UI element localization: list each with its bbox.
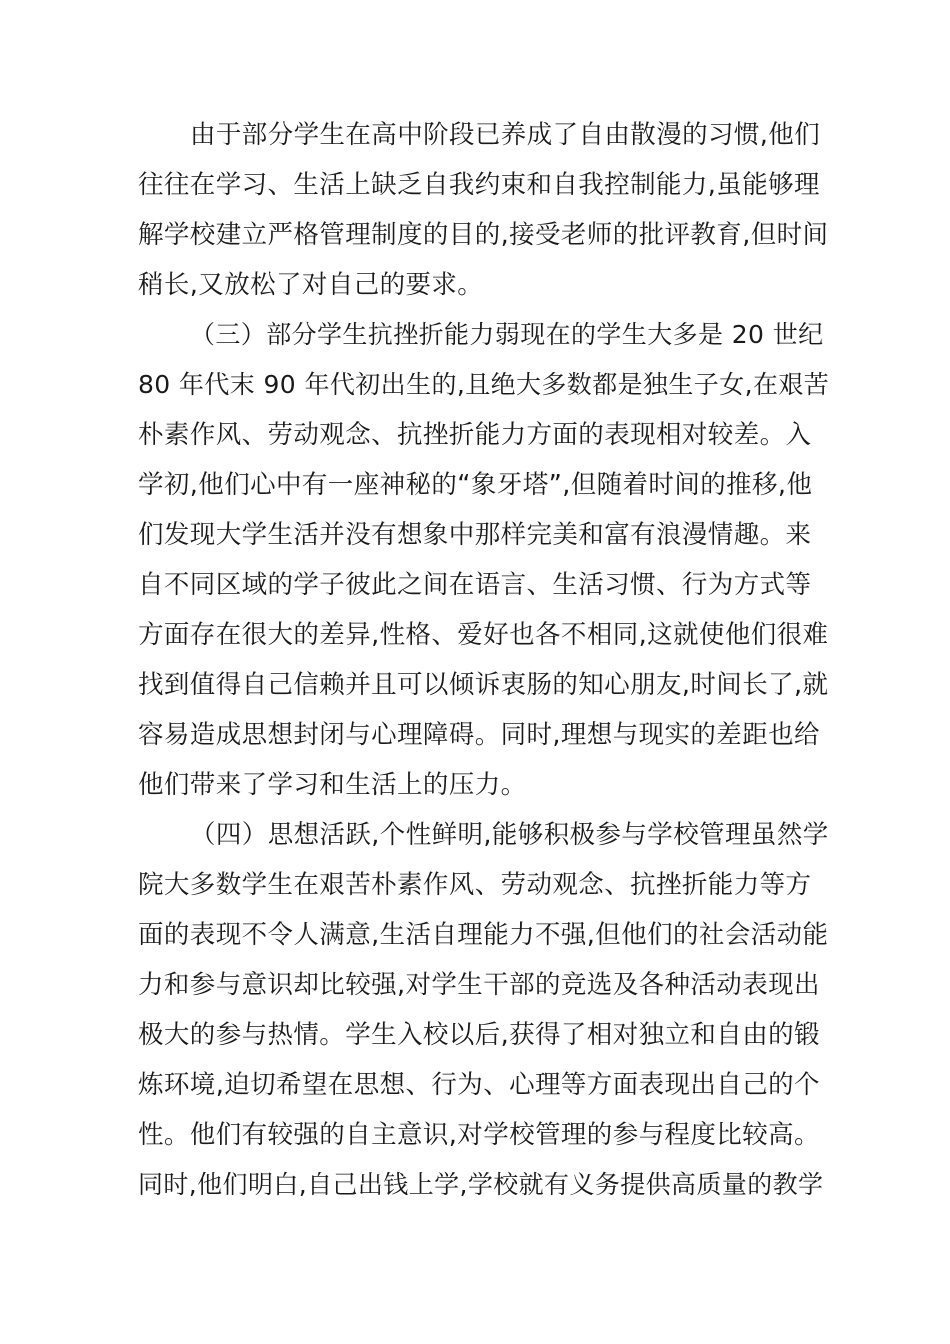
paragraph-2-line-7: 方面存在很大的差异,性格、爱好也各不相同,这就使他们很难 (138, 620, 829, 650)
paragraph-2-line-9: 容易造成思想封闭与心理障碍。同时,理想与现实的差距也给 (138, 720, 820, 750)
paragraph-2-line-2: 80 年代末 90 年代初出生的,且绝大多数都是独生子女,在艰苦 (138, 370, 830, 399)
paragraph-3-line-2: 院大多数学生在艰苦朴素作风、劳动观念、抗挫折能力等方 (138, 870, 812, 900)
paragraph-1-line-4: 稍长,又放松了对自己的要求。 (138, 270, 484, 300)
paragraph-3-line-3: 面的表现不令人满意,生活自理能力不强,但他们的社会活动能 (138, 920, 829, 950)
paragraph-3-line-4: 力和参与意识却比较强,对学生干部的竞选及各种活动表现出 (138, 970, 820, 1000)
paragraph-2-line-10: 他们带来了学习和生活上的压力。 (138, 770, 527, 800)
paragraph-3-line-1: （四）思想活跃,个性鲜明,能够积极参与学校管理虽然学 (190, 820, 829, 850)
paragraph-3-line-7: 性。他们有较强的自主意识,对学校管理的参与程度比较高。 (138, 1120, 820, 1150)
paragraph-2-line-8: 找到值得自己信赖并且可以倾诉衷肠的知心朋友,时间长了,就 (138, 670, 829, 700)
paragraph-3-line-8: 同时,他们明白,自己出钱上学,学校就有义务提供高质量的教学 (138, 1170, 824, 1199)
paragraph-2-line-6: 自不同区域的学子彼此之间在语言、生活习惯、行为方式等 (138, 570, 812, 600)
paragraph-2-line-3: 朴素作风、劳动观念、抗挫折能力方面的表现相对较差。入 (138, 420, 812, 450)
paragraph-1-line-1: 由于部分学生在高中阶段已养成了自由散漫的习惯,他们 (190, 120, 821, 150)
paragraph-1-line-3: 解学校建立严格管理制度的目的,接受老师的批评教育,但时间 (138, 220, 829, 250)
paragraph-3-line-5: 极大的参与热情。学生入校以后,获得了相对独立和自由的锻 (138, 1020, 820, 1050)
paragraph-2-line-1: （三）部分学生抗挫折能力弱现在的学生大多是 20 世纪 (190, 320, 824, 349)
paragraph-2-line-5: 们发现大学生活并没有想象中那样完美和富有浪漫情趣。来 (138, 520, 812, 550)
paragraph-3-line-6: 炼环境,迫切希望在思想、行为、心理等方面表现出自己的个 (138, 1070, 820, 1100)
paragraph-1-line-2: 往往在学习、生活上缺乏自我约束和自我控制能力,虽能够理 (138, 170, 820, 200)
paragraph-2-line-4: 学初,他们心中有一座神秘的“象牙塔”,但随着时间的推移,他 (138, 470, 813, 500)
